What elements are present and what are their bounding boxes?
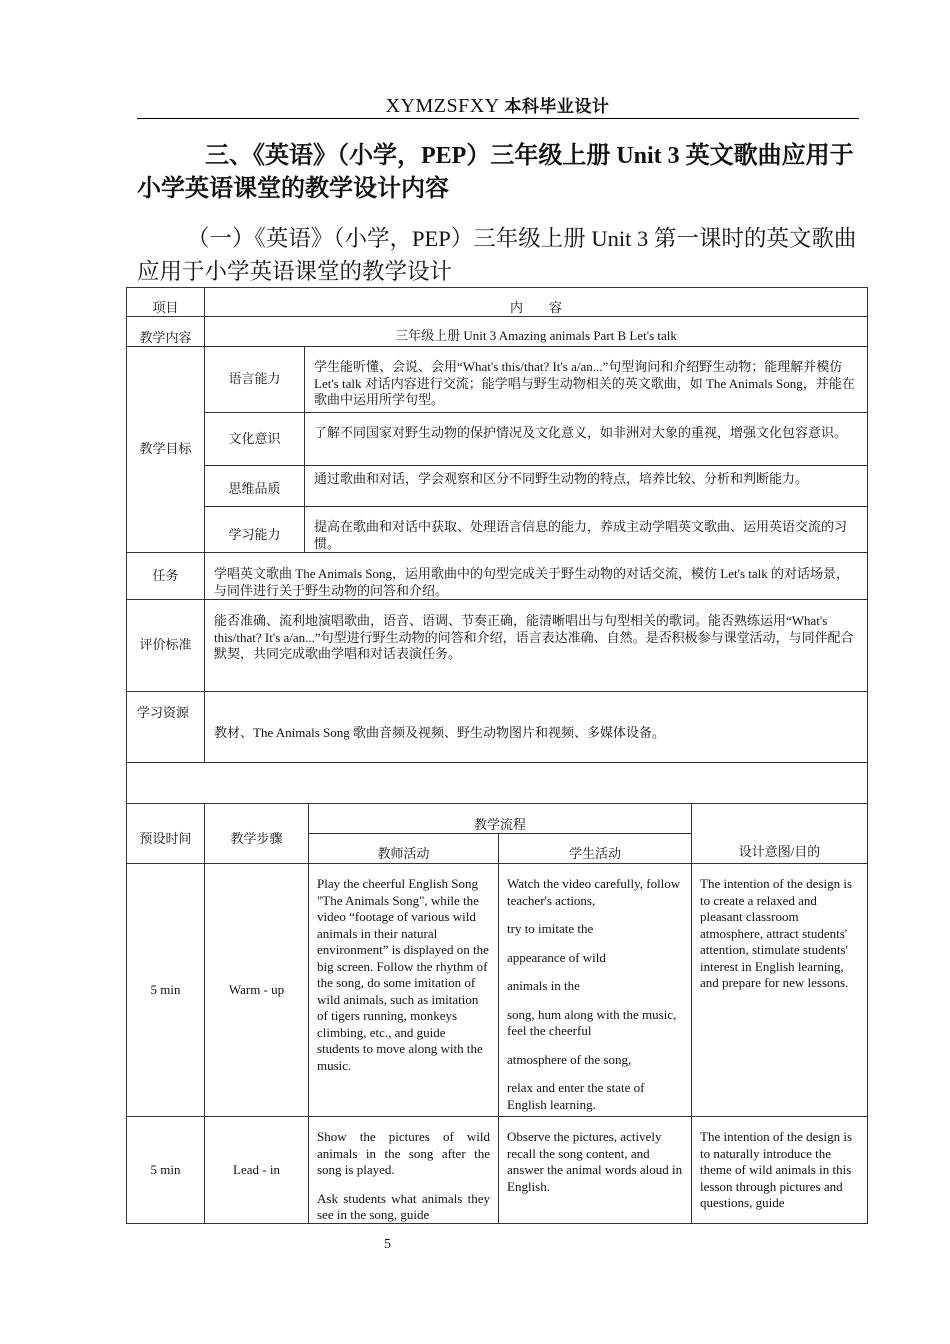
resource-label: 学习资源 xyxy=(126,691,205,763)
student-header: 学生活动 xyxy=(498,833,692,864)
goal-label: 文化意识 xyxy=(204,412,305,466)
goal-label: 思维品质 xyxy=(204,465,305,507)
task-text: 学唱英文歌曲 The Animals Song，运用歌曲中的句型完成关于野生动物的对话交流，模仿 Let's talk 的对话场景，与同伴进行关于野生动物的问答和介绍。 xyxy=(204,552,868,600)
goal-text: 通过歌曲和对话，学会观察和区分不同野生动物的特点，培养比较、分析和判断能力。 xyxy=(304,465,868,507)
header-latin: XYMZSFXY xyxy=(385,95,499,117)
step-cell: Lead - in xyxy=(204,1116,309,1224)
paragraph: appearance of wild xyxy=(507,949,606,965)
eval-text: 能否准确、流利地演唱歌曲，语音、语调、节奏正确，能清晰唱出与句型相关的歌词。能否熟练运用“What's this/that? It's a/an...”句型进行野生动物的问答和介绍，语言表达准确、自然。是否积极参与课堂活动，与同伴配合默契，共同完成歌曲学唱和对话表演任务。 xyxy=(204,599,868,692)
flow-header: 教学流程 xyxy=(308,803,692,834)
teacher-header: 教师活动 xyxy=(308,833,499,864)
paragraph: Show the pictures of wild animals in the song after the song is played. xyxy=(317,1129,490,1177)
design-purpose: The intention of the design is to create a relaxed and pleasant classroom atmosphere, attract students' attention, stimulate students' interest in English learning, and prepare for new lessons. xyxy=(691,863,868,1117)
student-activity xyxy=(498,1116,692,1224)
teacher-activity xyxy=(308,863,499,1117)
page-number: 5 xyxy=(384,1237,391,1252)
purpose-header: 设计意图/目的 xyxy=(691,803,868,864)
paragraph: relax and enter the state of English learning. xyxy=(507,1080,645,1112)
goal-label: 学习能力 xyxy=(204,506,305,553)
paragraph: atmosphere of the song, xyxy=(507,1051,632,1067)
paragraph: Ask students what animals they see in the song, guide xyxy=(317,1190,490,1222)
header-rule xyxy=(137,118,859,119)
goal-text: 学生能听懂、会说、会用“What's this/that? It's a/an...”句型询问和介绍野生动物；能理解并模仿 Let's talk 对话内容进行交流；能学唱与野生动物相关的英文歌曲，如 The Animals Song，并能在歌曲中运用所学句型。 xyxy=(304,346,868,413)
time-cell: 5 min xyxy=(126,1116,205,1224)
blank-row xyxy=(126,762,868,804)
paragraph: Watch the video carefully, follow teacher's actions, xyxy=(507,876,681,908)
goal-text: 了解不同国家对野生动物的保护情况及文化意义，如非洲对大象的重视，增强文化包容意识。 xyxy=(304,412,868,466)
resource-text: 教材、The Animals Song 歌曲音频及视频、野生动物图片和视频、多媒体设备。 xyxy=(204,691,868,763)
section-title: 三、《英语》（小学，PEP）三年级上册 Unit 3 英文歌曲应用于小学英语课堂的教学设计内容 xyxy=(137,143,854,202)
content-value: 三年级上册 Unit 3 Amazing animals Part B Let's talk xyxy=(204,316,868,347)
paragraph: try to imitate the xyxy=(507,921,594,936)
page-header xyxy=(137,92,858,118)
step-header: 教学步骤 xyxy=(204,803,309,864)
paragraph: Observe the pictures, actively recall the song content, and answer the animal words aloud in English. xyxy=(507,1129,683,1194)
step-cell: Warm - up xyxy=(204,863,309,1117)
paragraph: animals in the xyxy=(507,978,580,993)
paragraph: Play the cheerful English Song "The Animals Song", while the video “footage of various wild animals in their natural environment” is displayed on the big screen. Follow the rhythm of the song, do some imitation of wild animals, such as imitation of tigers running, monkeys climbing, etc., and guide students to move along with the music. xyxy=(317,876,489,1073)
student-activity xyxy=(498,863,692,1117)
header-cjk: 本科毕业设计 xyxy=(504,97,610,117)
time-header: 预设时间 xyxy=(126,803,205,864)
goal-text: 提高在歌曲和对话中获取、处理语言信息的能力，养成主动学唱英文歌曲、运用英语交流的习惯。 xyxy=(304,506,868,553)
goals-label: 教学目标 xyxy=(126,346,205,553)
header-content: 内 容 xyxy=(204,287,868,317)
subsection-title: （一）《英语》（小学，PEP）三年级上册 Unit 3 第一课时的英文歌曲应用于小学英语课堂的教学设计 xyxy=(137,226,857,284)
paragraph: song, hum along with the music, feel the cheerful xyxy=(507,1006,677,1038)
eval-label: 评价标准 xyxy=(126,599,205,692)
header-item: 项目 xyxy=(126,287,205,317)
time-cell: 5 min xyxy=(126,863,205,1117)
task-label: 任务 xyxy=(126,552,205,600)
content-label: 教学内容 xyxy=(126,316,205,347)
teacher-activity xyxy=(308,1116,499,1224)
goal-label: 语言能力 xyxy=(204,346,305,413)
design-purpose: The intention of the design is to naturally introduce the theme of wild animals in this lesson through pictures and questions, guide xyxy=(691,1116,868,1224)
